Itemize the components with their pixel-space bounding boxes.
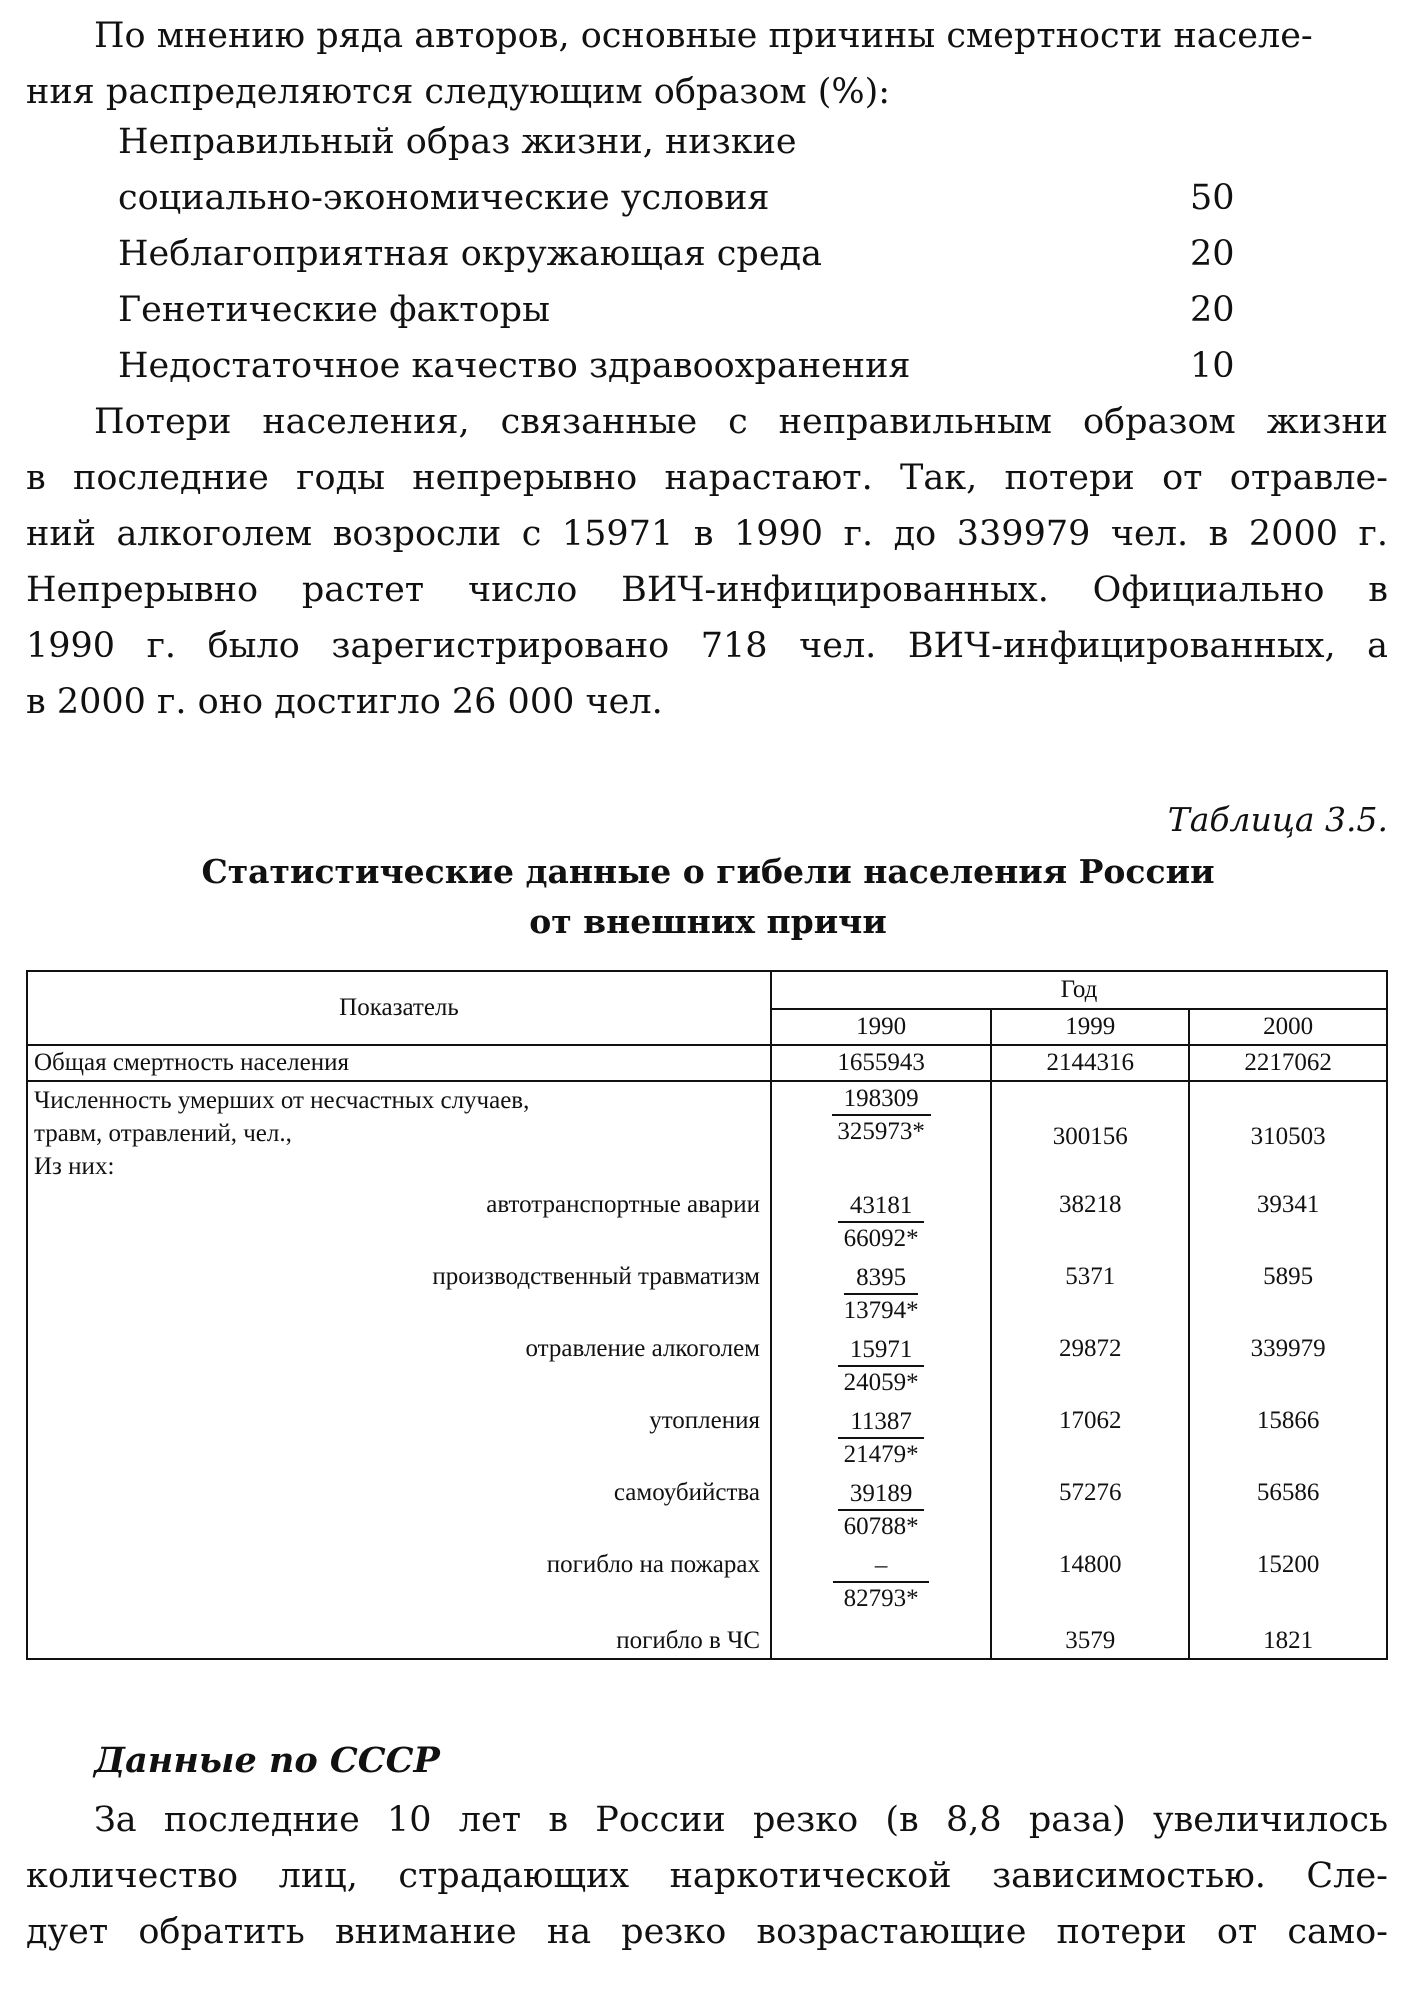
paragraph-line-1: Потери населения, связанные с неправильным образом жизни [94, 402, 1388, 442]
table-title-line-2: от внешних причи [529, 902, 887, 941]
sub-row-label: автотранспортные аварии [27, 1191, 771, 1263]
table-row [27, 1551, 1387, 1623]
sub-row-1990-top: 15971 [838, 1335, 925, 1367]
sub-row-2000: 56586 [1189, 1479, 1387, 1551]
stats-table [26, 970, 1388, 1660]
row-emergencies-label: погибло в ЧС [27, 1623, 771, 1659]
table-row [27, 1191, 1387, 1263]
sub-row-2000: 39341 [1189, 1191, 1387, 1263]
sub-row-2000: 15866 [1189, 1407, 1387, 1479]
sub-row-1990-bottom: 66092* [843, 1225, 919, 1252]
paragraph-line-3: ний алкоголем возросли с 15971 в 1990 г. до 339979 чел. в 2000 г. [26, 514, 1388, 554]
sub-row-1990-bottom: 21479* [843, 1441, 919, 1468]
row-total-label: Общая смертность населения [27, 1045, 771, 1081]
sub-row-1990-bottom: 24059* [843, 1369, 919, 1396]
sub-row-1999: 14800 [991, 1551, 1189, 1623]
table-title-line-1: Статистические данные о гибели населения России [201, 852, 1215, 891]
sub-row-1999: 29872 [991, 1335, 1189, 1407]
sub-row-1999: 17062 [991, 1407, 1189, 1479]
cause-2-value: 20 [1190, 234, 1235, 274]
cause-1-label-line-2: социально-экономические условия [118, 178, 770, 218]
accidents-label-line-3: Из них: [34, 1153, 115, 1180]
section-line-3: дует обратить внимание на резко возрастающие потери от само- [26, 1912, 1388, 1952]
header-year-group: Год [771, 971, 1387, 1009]
paragraph-line-2: в последние годы непрерывно нарастают. Так, потери от отравле- [26, 458, 1388, 498]
sub-row-2000: 5895 [1189, 1263, 1387, 1335]
table-row [27, 1407, 1387, 1479]
sub-row-2000: 15200 [1189, 1551, 1387, 1623]
row-total-1990: 1655943 [771, 1045, 991, 1081]
sub-row-1999: 38218 [991, 1191, 1189, 1263]
sub-row-1990-top: 43181 [838, 1191, 925, 1223]
section-line-2: количество лиц, страдающих наркотической зависимостью. Сле- [26, 1856, 1388, 1896]
accidents-1990-bottom: 325973* [837, 1118, 925, 1145]
table-row [27, 1263, 1387, 1335]
sub-row-1990-top: 11387 [838, 1407, 924, 1439]
row-total-2000: 2217062 [1189, 1045, 1387, 1081]
header-year-1999: 1999 [991, 1009, 1189, 1045]
cause-4-value: 10 [1190, 346, 1235, 386]
accidents-1999: 300156 [991, 1081, 1189, 1191]
accidents-label-line-1: Численность умерших от несчастных случаев, [34, 1087, 530, 1114]
table-row-accidents [27, 1081, 1387, 1191]
row-emergencies-2000: 1821 [1189, 1623, 1387, 1659]
section-heading: Данные по СССР [94, 1740, 440, 1781]
sub-row-label: утопления [27, 1407, 771, 1479]
table-row-emergencies [27, 1623, 1387, 1659]
header-indicator: Показатель [27, 971, 771, 1045]
header-year-1990: 1990 [771, 1009, 991, 1045]
cause-4-label: Недостаточное качество здравоохранения [118, 346, 911, 386]
paragraph-line-6: в 2000 г. оно достигло 26 000 чел. [26, 682, 663, 722]
table-number: Таблица 3.5. [1167, 800, 1388, 839]
accidents-2000: 310503 [1189, 1081, 1387, 1191]
intro-line-1: По мнению ряда авторов, основные причины смертности населе- [94, 16, 1313, 56]
section-line-1: За последние 10 лет в России резко (в 8,8 раза) увеличилось [94, 1800, 1388, 1840]
cause-1-label-line-1: Неправильный образ жизни, низкие [118, 122, 797, 162]
sub-row-1999: 5371 [991, 1263, 1189, 1335]
sub-row-1990-top: 8395 [844, 1263, 918, 1295]
cause-2-label: Неблагоприятная окружающая среда [118, 234, 822, 274]
sub-row-1990-top: – [833, 1551, 930, 1583]
sub-row-2000: 339979 [1189, 1335, 1387, 1407]
sub-row-1990-bottom: 82793* [843, 1585, 919, 1612]
header-year-2000: 2000 [1189, 1009, 1387, 1045]
sub-row-label: самоубийства [27, 1479, 771, 1551]
cause-3-value: 20 [1190, 290, 1235, 330]
sub-row-label: отравление алкоголем [27, 1335, 771, 1407]
table-row-total [27, 1045, 1387, 1081]
accidents-1990-top: 198309 [832, 1084, 931, 1116]
cause-1-value: 50 [1190, 178, 1235, 218]
paragraph-line-4: Непрерывно растет число ВИЧ-инфицированных. Официально в [26, 570, 1388, 610]
intro-line-2: ния распределяются следующим образом (%): [26, 72, 891, 112]
row-emergencies-1990 [771, 1623, 991, 1659]
table-row [27, 1335, 1387, 1407]
sub-row-1990-bottom: 60788* [843, 1513, 919, 1540]
sub-row-1990-bottom: 13794* [843, 1297, 919, 1324]
sub-row-1999: 57276 [991, 1479, 1189, 1551]
table-row [27, 1479, 1387, 1551]
cause-3-label: Генетические факторы [118, 290, 550, 330]
sub-row-1990-top: 39189 [838, 1479, 925, 1511]
row-emergencies-1999: 3579 [991, 1623, 1189, 1659]
accidents-label-line-2: травм, отравлений, чел., [34, 1120, 292, 1147]
paragraph-line-5: 1990 г. было зарегистрировано 718 чел. ВИЧ-инфицированных, а [26, 626, 1388, 666]
sub-row-label: производственный травматизм [27, 1263, 771, 1335]
sub-row-label: погибло на пожарах [27, 1551, 771, 1623]
row-total-1999: 2144316 [991, 1045, 1189, 1081]
